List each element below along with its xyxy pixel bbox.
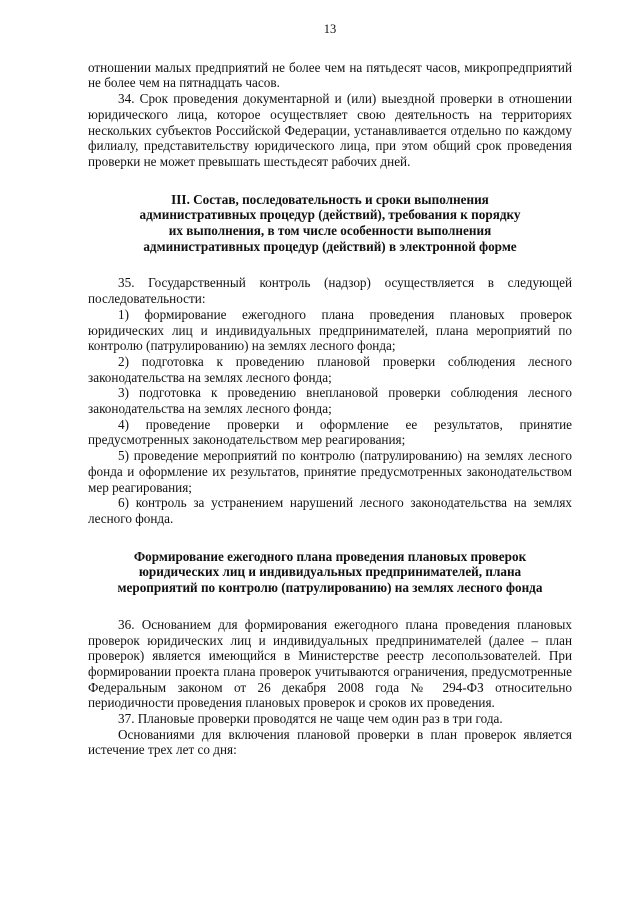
paragraph-35: 35. Государственный контроль (надзор) осуществляется в следующей последовательности: xyxy=(88,275,572,307)
list-item-1: 1) формирование ежегодного плана проведения плановых проверок юридических лиц и индивидуальных предпринимателей, плана мероприятий по контролю (патрулированию) на землях лесного фонда; xyxy=(88,306,572,354)
paragraph-continuation: отношении малых предприятий не более чем на пятьдесят часов, микропредприятий не более чем на пятнадцать часов. xyxy=(88,59,572,91)
list-item-5: 5) проведение мероприятий по контролю (патрулированию) на землях лесного фонда и оформление их результатов, принятие предусмотренных законодательством мер реагирования; xyxy=(88,448,572,495)
paragraph-34: 34. Срок проведения документарной и (или) выездной проверки в отношении юридического лица, которое осуществляет свою деятельность на территориях нескольких субъектов Российской Федерации, устанавливается отдельно по каждому филиалу, представительству юридического лица, при этом общий срок проведения проверки не может превышать шестьдесят рабочих дней. xyxy=(88,91,572,169)
list-item-3: 3) подготовка к проведению внеплановой проверки соблюдения лесного законодательства на землях лесного фонда; xyxy=(88,385,572,417)
heading-line: административных процедур (действий), требования к порядку xyxy=(139,207,521,223)
paragraph-grounds: Основаниями для включения плановой проверки в план проверок является истечение трех лет со дня: xyxy=(88,726,572,758)
heading-line: административных процедур (действий) в электронной форме xyxy=(143,238,517,254)
list-item-4: 4) проведение проверки и оформление ее результатов, принятие предусмотренных законодательством мер реагирования; xyxy=(88,416,572,448)
section-heading-iii xyxy=(88,192,572,255)
list-item-6: 6) контроль за устранением нарушений лесного законодательства на землях лесного фонда. xyxy=(88,495,572,526)
heading-line: юридических лиц и индивидуальных предпринимателей, плана xyxy=(138,564,522,580)
paragraph-37: 37. Плановые проверки проводятся не чаще чем один раз в три года. xyxy=(118,711,503,727)
list-item-2: 2) подготовка к проведению плановой проверки соблюдения лесного законодательства на землях лесного фонда; xyxy=(88,353,572,385)
subsection-heading-plan xyxy=(88,549,572,596)
heading-line: III. Состав, последовательность и сроки выполнения xyxy=(171,191,489,207)
heading-line: Формирование ежегодного плана проведения плановых проверок xyxy=(133,548,527,564)
page-number: 13 xyxy=(323,22,337,36)
heading-line: их выполнения, в том числе особенности выполнения xyxy=(168,223,492,239)
heading-line: мероприятий по контролю (патрулированию) на землях лесного фонда xyxy=(117,580,543,596)
document-page xyxy=(88,22,572,758)
paragraph-36: 36. Основанием для формирования ежегодного плана проведения плановых проверок юридических лиц и индивидуальных предпринимателей (далее – план проверок) является имеющийся в Министерстве реестр лесопользователей. При формировании проекта плана проверок учитываются ограничения, предусмотренные Федеральным законом от 26 декабря 2008 года № 294-ФЗ относительно периодичности проведения плановых проверок и сроков их проведения. xyxy=(88,616,572,711)
